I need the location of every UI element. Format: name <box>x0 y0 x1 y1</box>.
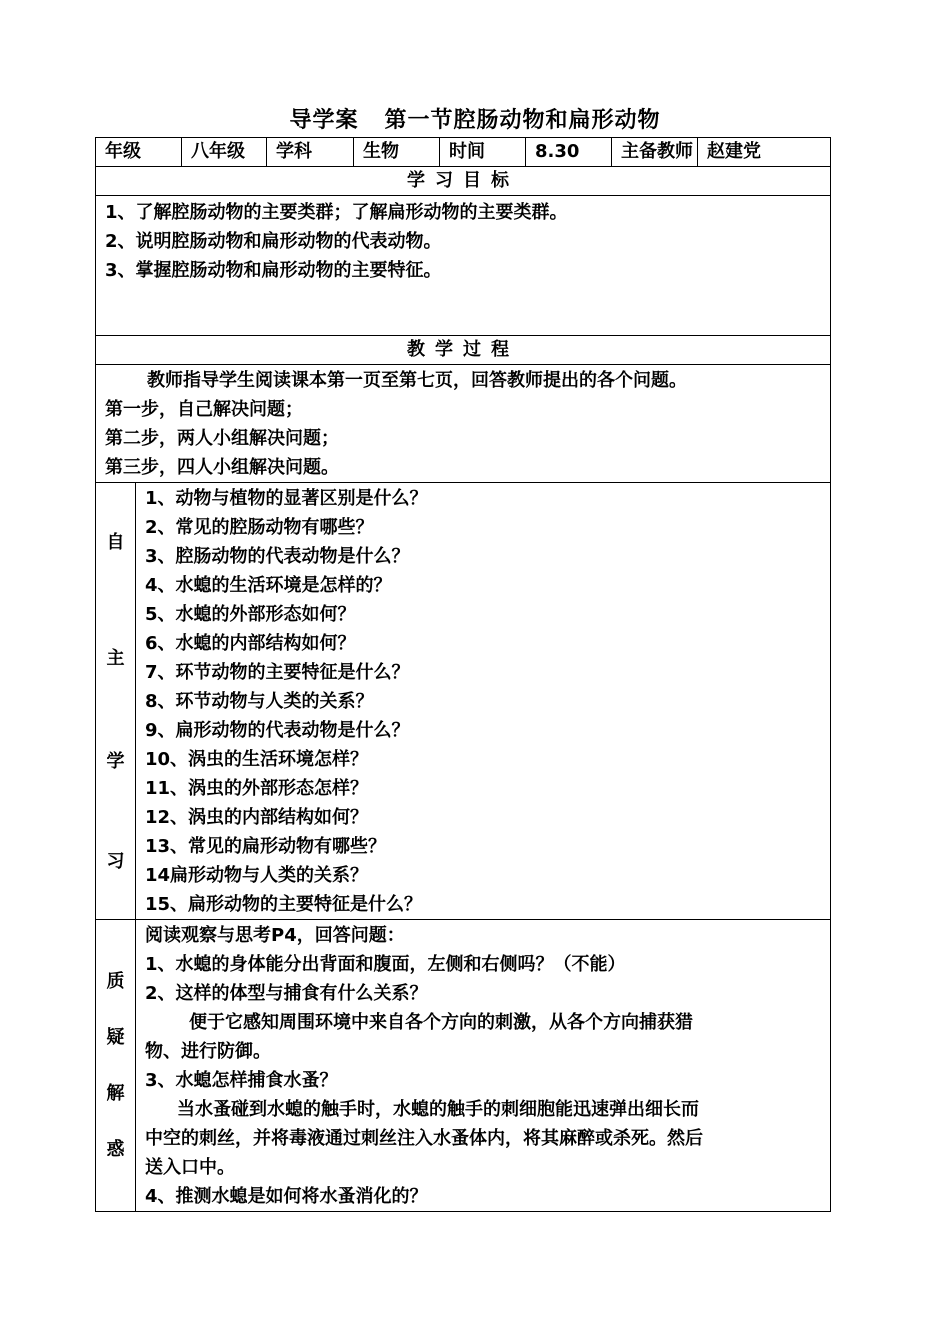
process-cell <box>96 365 831 483</box>
question-item: 11、涡虫的外部形态怎样？ <box>145 778 369 799</box>
process-step: 第二步，两人小组解决问题； <box>105 428 339 449</box>
title-label: 导学案 <box>289 108 359 133</box>
goal-item: 2、说明腔肠动物和扁形动物的代表动物。 <box>105 231 442 252</box>
question-item: 1、动物与植物的显著区别是什么？ <box>145 488 428 509</box>
qa-intro: 阅读观察与思考P4，回答问题： <box>145 925 405 946</box>
time-label: 时间 <box>440 138 526 167</box>
goal-item: 3、掌握腔肠动物和扁形动物的主要特征。 <box>105 260 442 281</box>
title-lesson: 第一节腔肠动物和扁形动物 <box>384 108 661 133</box>
goals-cell <box>96 196 831 336</box>
teacher-label: 主备教师 <box>612 138 698 167</box>
question-item: 7、环节动物的主要特征是什么？ <box>145 662 410 683</box>
qa-answer: 便于它感知周围环境中来自各个方向的刺激，从各个方向捕获猎 <box>189 1012 693 1033</box>
question-item: 12、涡虫的内部结构如何？ <box>145 807 369 828</box>
qa-content <box>136 920 831 1212</box>
question-item: 3、腔肠动物的代表动物是什么？ <box>145 546 410 567</box>
goals-heading-row <box>96 167 831 196</box>
goals-heading: 学习目标 <box>96 167 831 196</box>
process-intro: 教师指导学生阅读课本第一页至第七页，回答教师提出的各个问题。 <box>147 370 687 391</box>
question-item: 4、水螅的生活环境是怎样的？ <box>145 575 392 596</box>
process-step: 第一步，自己解决问题； <box>105 399 303 420</box>
goal-item: 1、了解腔肠动物的主要类群；了解扁形动物的主要类群。 <box>105 202 568 223</box>
qa-question: 2、这样的体型与捕食有什么关系？ <box>145 983 428 1004</box>
subject-value: 生物 <box>354 138 440 167</box>
question-item: 2、常见的腔肠动物有哪些？ <box>145 517 374 538</box>
qa-question: 1、水螅的身体能分出背面和腹面，左侧和右侧吗？（不能） <box>145 954 626 975</box>
qa-question: 4、推测水螅是如何将水蚤消化的？ <box>145 1186 428 1207</box>
process-heading-row <box>96 336 831 365</box>
grade-value: 八年级 <box>182 138 267 167</box>
qa-label: 质 疑 解 惑 <box>96 920 136 1212</box>
qa-row <box>96 920 831 1212</box>
qa-answer: 送入口中。 <box>145 1157 235 1178</box>
question-item: 8、环节动物与人类的关系？ <box>145 691 374 712</box>
lesson-plan-table <box>95 137 831 1212</box>
qa-answer: 中空的刺丝，并将毒液通过刺丝注入水蚤体内，将其麻醉或杀死。然后 <box>145 1128 703 1149</box>
question-item: 15、扁形动物的主要特征是什么？ <box>145 894 423 915</box>
teacher-value: 赵建党 <box>698 138 831 167</box>
subject-label: 学科 <box>267 138 354 167</box>
question-item: 6、水螅的内部结构如何？ <box>145 633 356 654</box>
goals-row <box>96 196 831 336</box>
page-title <box>0 106 950 136</box>
process-row <box>96 365 831 483</box>
grade-label: 年级 <box>96 138 182 167</box>
self-study-questions <box>136 483 831 920</box>
header-row <box>96 138 831 167</box>
process-heading: 教学过程 <box>96 336 831 365</box>
self-study-row <box>96 483 831 920</box>
question-item: 13、常见的扁形动物有哪些？ <box>145 836 387 857</box>
qa-answer: 当水蚤碰到水螅的触手时，水螅的触手的刺细胞能迅速弹出细长而 <box>177 1099 699 1120</box>
time-value: 8.30 <box>526 138 612 167</box>
question-item: 5、水螅的外部形态如何？ <box>145 604 356 625</box>
question-item: 10、涡虫的生活环境怎样？ <box>145 749 369 770</box>
process-step: 第三步，四人小组解决问题。 <box>105 457 339 478</box>
question-item: 9、扁形动物的代表动物是什么？ <box>145 720 410 741</box>
qa-question: 3、水螅怎样捕食水蚤？ <box>145 1070 338 1091</box>
qa-answer: 物、进行防御。 <box>145 1041 271 1062</box>
question-item: 14扁形动物与人类的关系？ <box>145 865 369 886</box>
self-study-label: 自 主 学 习 <box>96 483 136 920</box>
